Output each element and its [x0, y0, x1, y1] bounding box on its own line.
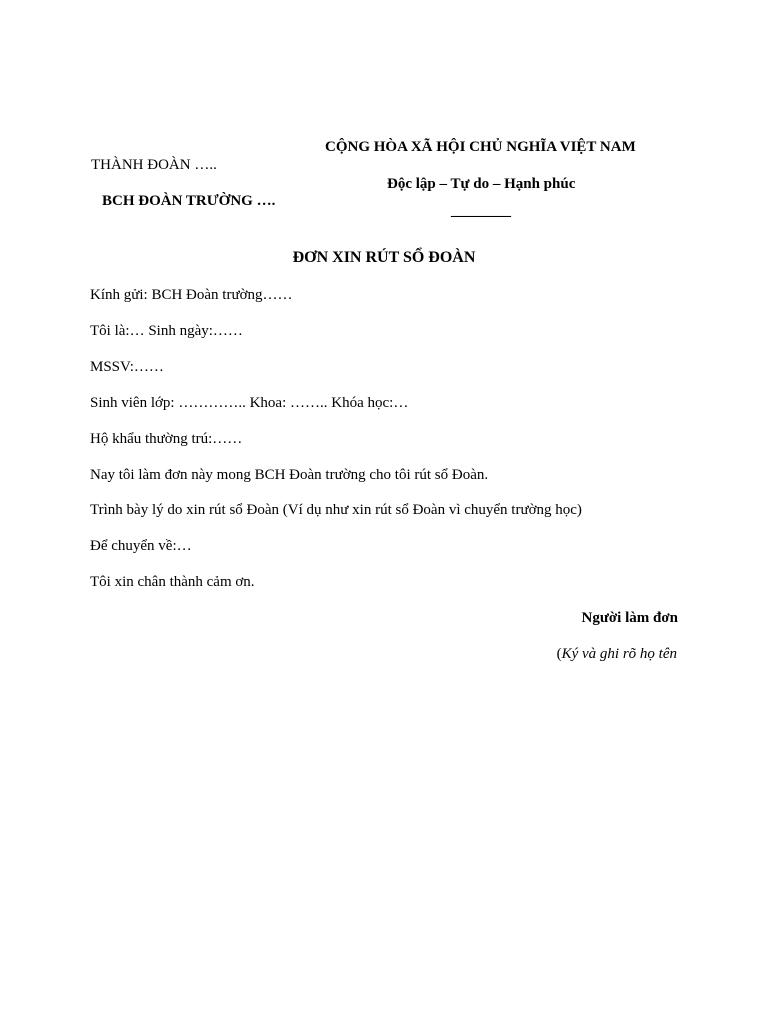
- reason-line: Trình bày lý do xin rút sổ Đoàn (Ví dụ như xin rút sổ Đoàn vì chuyển trường học): [90, 502, 582, 518]
- motto-separator: ________: [451, 203, 511, 219]
- class-faculty-line: Sinh viên lớp: ………….. Khoa: …….. Khóa học:…: [90, 395, 409, 411]
- signature-label: Người làm đơn: [581, 610, 678, 626]
- organization-name: THÀNH ĐOÀN …..: [91, 157, 217, 173]
- thanks-line: Tôi xin chân thành cảm ơn.: [90, 574, 255, 590]
- destination-line: Để chuyển về:…: [90, 538, 192, 554]
- name-birthdate-line: Tôi là:… Sinh ngày:……: [90, 323, 243, 339]
- request-line: Nay tôi làm đơn này mong BCH Đoàn trường cho tôi rút sổ Đoàn.: [90, 467, 489, 483]
- signature-note-paren: (: [556, 646, 562, 662]
- residence-line: Hộ khẩu thường trú:……: [90, 431, 243, 447]
- addressee-line: Kính gửi: BCH Đoàn trường……: [90, 287, 293, 303]
- country-name: CỘNG HÒA XÃ HỘI CHỦ NGHĨA VIỆT NAM: [325, 139, 636, 155]
- organization-unit: BCH ĐOÀN TRƯỜNG ….: [102, 193, 276, 209]
- signature-note-text: Ký và ghi rõ họ tên: [561, 646, 677, 662]
- student-id-line: MSSV:……: [90, 359, 164, 375]
- signature-note: [557, 647, 677, 662]
- national-motto: Độc lập – Tự do – Hạnh phúc: [387, 176, 576, 192]
- document-title: ĐƠN XIN RÚT SỔ ĐOÀN: [292, 249, 476, 266]
